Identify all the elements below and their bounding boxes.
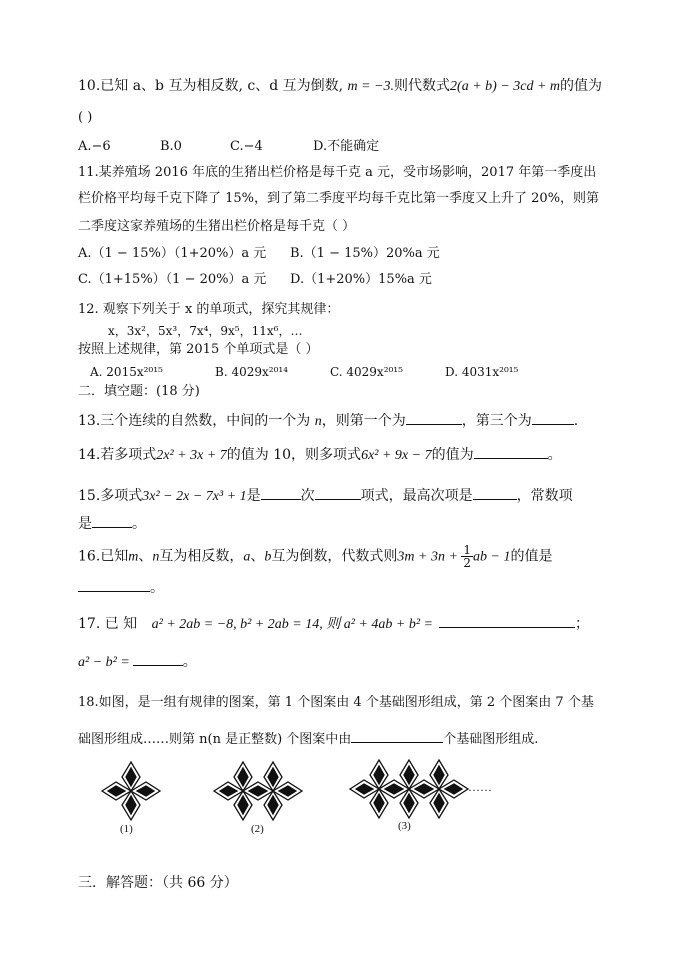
- q16-expr-a: 3m + 3n +: [397, 549, 462, 565]
- q10-option-a: A.−6: [78, 139, 111, 154]
- q16-text-c: 互为倒数，代数式则: [271, 548, 398, 565]
- q18-blank[interactable]: [351, 728, 443, 743]
- q18-text-a: 础图形组成……则第 n(n 是正整数) 个图案中由: [78, 732, 352, 747]
- q11-line2: 栏价格平均每千克下降了 15%，到了第二季度平均每千克比第一季度又上升了 20%，则第: [78, 191, 600, 206]
- q11-line3: 二季度这家养殖场的生猪出栏价格是每千克（ ）: [78, 219, 356, 234]
- q13-text-d: .: [573, 413, 579, 429]
- q14-text-b: 的值为 10，则多项式: [226, 447, 362, 463]
- q15-blank-3[interactable]: [473, 485, 517, 500]
- q10-option-d: D.不能确定: [313, 139, 380, 154]
- q16-denominator: 2: [463, 556, 472, 570]
- q12-line3: 按照上述规律，第 2015 个单项式是（ ）: [78, 342, 319, 357]
- q13-line: [78, 410, 578, 432]
- q17-semi: ；: [575, 616, 589, 632]
- q16-m: m: [128, 549, 139, 565]
- q16-b: b: [264, 549, 272, 565]
- q16-n: n: [152, 549, 160, 565]
- q17-blank-1[interactable]: [439, 613, 575, 628]
- q11-option-b: B.（1 − 15%）20%a 元: [290, 246, 440, 261]
- q11-option-d: D.（1+20%）15%a 元: [290, 272, 432, 287]
- q16-text-e: 。: [150, 580, 164, 596]
- q17-expr: a² + 2ab = −8, b² + 2ab = 14, 则 a² + 4ab + b² =: [151, 617, 433, 632]
- q16-text-a: 16.已知: [78, 548, 129, 565]
- pattern-3-caption: (3): [398, 820, 411, 832]
- q15-blank-1[interactable]: [261, 485, 301, 500]
- q15-text-g: 。: [132, 516, 146, 532]
- q13-n: n: [314, 414, 322, 429]
- q14-text-a: 14.若多项式: [78, 447, 157, 463]
- q18-line1: 18.如图，是一组有规律的图案，第 1 个图案由 4 个基础图形组成，第 2 个图案由 7 个基: [78, 695, 594, 710]
- q10-tail: 的值为: [560, 78, 603, 94]
- q16-sep-2: 、: [250, 548, 265, 565]
- q13-blank-1[interactable]: [406, 410, 462, 425]
- q13-text-c: ，第三个为: [461, 413, 532, 429]
- q12-option-a: A. 2015x²⁰¹⁵: [90, 365, 163, 379]
- q15-expr: 3x² − 2x − 7x³ + 1: [142, 489, 247, 504]
- q15-text-f: 是: [78, 516, 92, 532]
- q12-series: x，3x²，5x³，7x⁴，9x⁵，11x⁶，…: [108, 324, 303, 338]
- pattern-2-figure: [212, 760, 304, 822]
- q14-text-c: 的值为: [431, 447, 474, 463]
- q16-numerator: 1: [463, 543, 472, 557]
- q15-line2: [78, 513, 146, 534]
- q16-sep-1: 、: [138, 548, 153, 565]
- q17-end: 。: [182, 654, 197, 670]
- q13-blank-2[interactable]: [532, 410, 574, 425]
- q10-option-c: C.−4: [230, 139, 263, 154]
- q15-text-b: 是: [246, 488, 261, 504]
- q17-line1: [78, 613, 589, 635]
- q15-text-d: 项式，最高次项是: [360, 488, 473, 504]
- q10-option-b: B.0: [160, 139, 182, 154]
- q12-line1: 12. 观察下列关于 x 的单项式，探究其规律：: [78, 302, 340, 317]
- q16-line2: [78, 577, 164, 598]
- q17-line2: [78, 651, 197, 673]
- q17-blank-2[interactable]: [133, 651, 183, 666]
- q14-expr2: 6x² + 9x − 7: [361, 448, 432, 463]
- q16-text-d: 的值是: [510, 548, 553, 565]
- q15-blank-2[interactable]: [315, 485, 361, 500]
- q10-expr: 2(a + b) − 3cd + m: [450, 79, 561, 94]
- q10-line1: [78, 76, 602, 97]
- q18-line2: [78, 728, 538, 750]
- q16-blank[interactable]: [78, 577, 150, 592]
- section2-title: 二．填空题：(18 分): [78, 384, 200, 399]
- q12-option-b: B. 4029x²⁰¹⁴: [215, 365, 288, 379]
- q16-text-b: 互为相反数，: [159, 548, 244, 565]
- q12-option-d: D. 4031x²⁰¹⁵: [445, 365, 519, 379]
- q15-text-e: ，常数项: [516, 488, 573, 504]
- q14-text-d: 。: [547, 447, 562, 463]
- q18-text-b: 个基础图形组成.: [443, 732, 539, 747]
- pattern-ellipsis: ……: [468, 780, 492, 794]
- q14-blank[interactable]: [474, 444, 548, 459]
- q10-mid: 则代数式: [394, 78, 451, 94]
- section3-title: 三．解答题：（共 66 分）: [78, 875, 238, 891]
- q16-a: a: [243, 549, 251, 565]
- q15-text-c: 次: [300, 488, 315, 504]
- q15-blank-4[interactable]: [92, 513, 132, 528]
- q11-option-a: A.（1 − 15%）（1+20%）a 元: [78, 246, 267, 261]
- q10-paren: ( ): [78, 110, 93, 125]
- q15-text-a: 15.多项式: [78, 488, 143, 504]
- pattern-2-caption: (2): [251, 823, 264, 835]
- q17-expr2: a² − b² =: [78, 655, 130, 670]
- q13-text-a: 13.三个连续的自然数，中间的一个为: [78, 413, 315, 429]
- q15-line1: [78, 485, 573, 507]
- q12-option-c: C. 4029x²⁰¹⁵: [330, 365, 403, 379]
- q16-expr-b: ab − 1: [473, 549, 511, 565]
- q16-fraction: [461, 544, 473, 569]
- q10-m-cond: m = −3.: [347, 79, 395, 94]
- q16-line1: [78, 544, 553, 569]
- pattern-1-caption: (1): [120, 823, 133, 835]
- pattern-1-figure: [100, 760, 162, 822]
- pattern-3-figure: [348, 758, 470, 820]
- q13-text-b: ，则第一个为: [321, 413, 406, 429]
- q10-text: 10.已知 a、b 互为相反数, c、d 互为倒数,: [78, 78, 348, 94]
- q14-expr1: 2x² + 3x + 7: [156, 448, 227, 463]
- q11-line1: 11.某养殖场 2016 年底的生猪出栏价格是每千克 a 元，受市场影响，2017 年第一季度出: [78, 165, 597, 180]
- q14-line: [78, 444, 562, 466]
- q11-option-c: C.（1+15%）（1 − 20%）a 元: [78, 272, 267, 287]
- q17-text-a: 17. 已 知: [78, 616, 138, 632]
